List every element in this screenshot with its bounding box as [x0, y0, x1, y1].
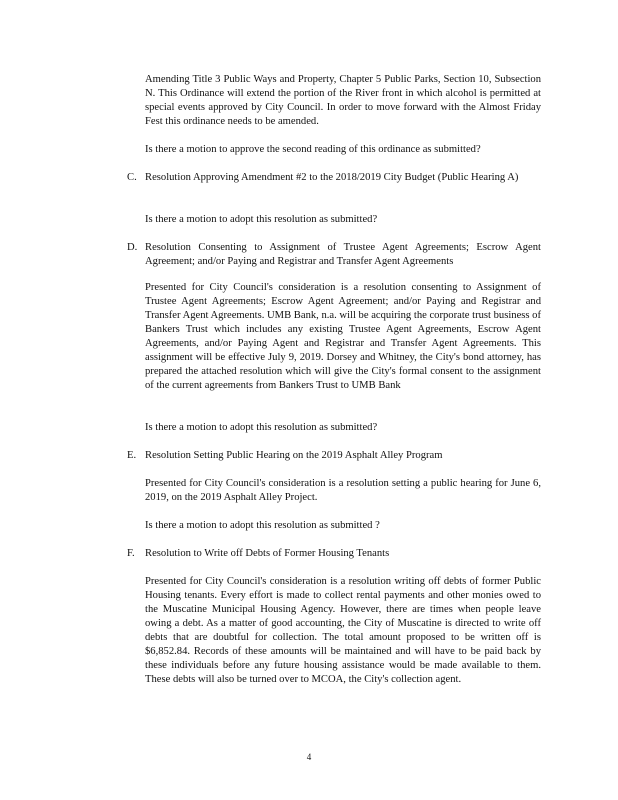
- agenda-item-c: [127, 171, 541, 185]
- item-letter: F.: [127, 548, 135, 559]
- agenda-item-d: [127, 241, 541, 269]
- item-e-motion-question: Is there a motion to adopt this resolution as submitted ?: [145, 520, 380, 531]
- item-heading: Resolution Consenting to Assignment of Trustee Agent Agreements; Escrow Agent Agreement; and/or Paying and Registrar and Transfer Agent Agreements: [145, 242, 541, 267]
- agenda-item-f: [127, 547, 541, 561]
- item-heading: Resolution Approving Amendment #2 to the 2018/2019 City Budget (Public Hearing A): [145, 172, 519, 183]
- item-letter: E.: [127, 450, 137, 461]
- item-heading: Resolution Setting Public Hearing on the 2019 Asphalt Alley Program: [145, 450, 443, 461]
- item-heading: Resolution to Write off Debts of Former Housing Tenants: [145, 548, 390, 559]
- item-letter: C.: [127, 172, 137, 183]
- page-number: 4: [306, 752, 312, 762]
- intro-paragraph: Amending Title 3 Public Ways and Property, Chapter 5 Public Parks, Section 10, Subsection N. This Ordinance will extend the portion of the River front in which alcohol is permitted at special events approved by City Council. In order to move forward with the Almost Friday Fest this ordinance needs to be amended.: [145, 74, 541, 127]
- intro-motion-question: Is there a motion to approve the second reading of this ordinance as submitted?: [145, 144, 481, 155]
- item-c-motion-question: Is there a motion to adopt this resolution as submitted?: [145, 214, 378, 225]
- agenda-item-e: [127, 449, 541, 463]
- item-f-body: Presented for City Council's consideration is a resolution writing off debts of former Public Housing tenants. Every effort is made to collect rental payments and other monies owed to the Muscatine Municipal Housing Agency. However, there are times when people leave owing a debt. As a matter of good accounting, the City of Muscatine is directed to write off debts that are doubtful for collection. The total amount proposed to be written off is $6,852.84. Records of these amounts will be maintained and will have to be paid back by these individuals before any future housing assistance would be made available to them. These debts will also be turned over to MCOA, the City's collection agent.: [145, 576, 541, 685]
- item-letter: D.: [127, 242, 138, 253]
- item-e-body: Presented for City Council's consideration is a resolution setting a public hearing for June 6, 2019, on the 2019 Asphalt Alley Project.: [145, 478, 541, 503]
- item-d-body: Presented for City Council's consideration is a resolution consenting to Assignment of Trustee Agent Agreements; Escrow Agent Agreement; and/or Paying and Registrar and Transfer Agent Agreements. UMB Bank, n.a. will be acquiring the corporate trust business of Bankers Trust which includes any existing Trustee Agent Agreements, Escrow Agent Agreements, and/or Paying Agent and Registrar and Transfer Agent Agreements. This assignment will be effective July 9, 2019. Dorsey and Whitney, the City's bond attorney, has prepared the attached resolution which will give the City's formal consent to the assignment of the current agreements from Bankers Trust to UMB Bank: [145, 282, 541, 391]
- item-d-motion-question: Is there a motion to adopt this resolution as submitted?: [145, 422, 378, 433]
